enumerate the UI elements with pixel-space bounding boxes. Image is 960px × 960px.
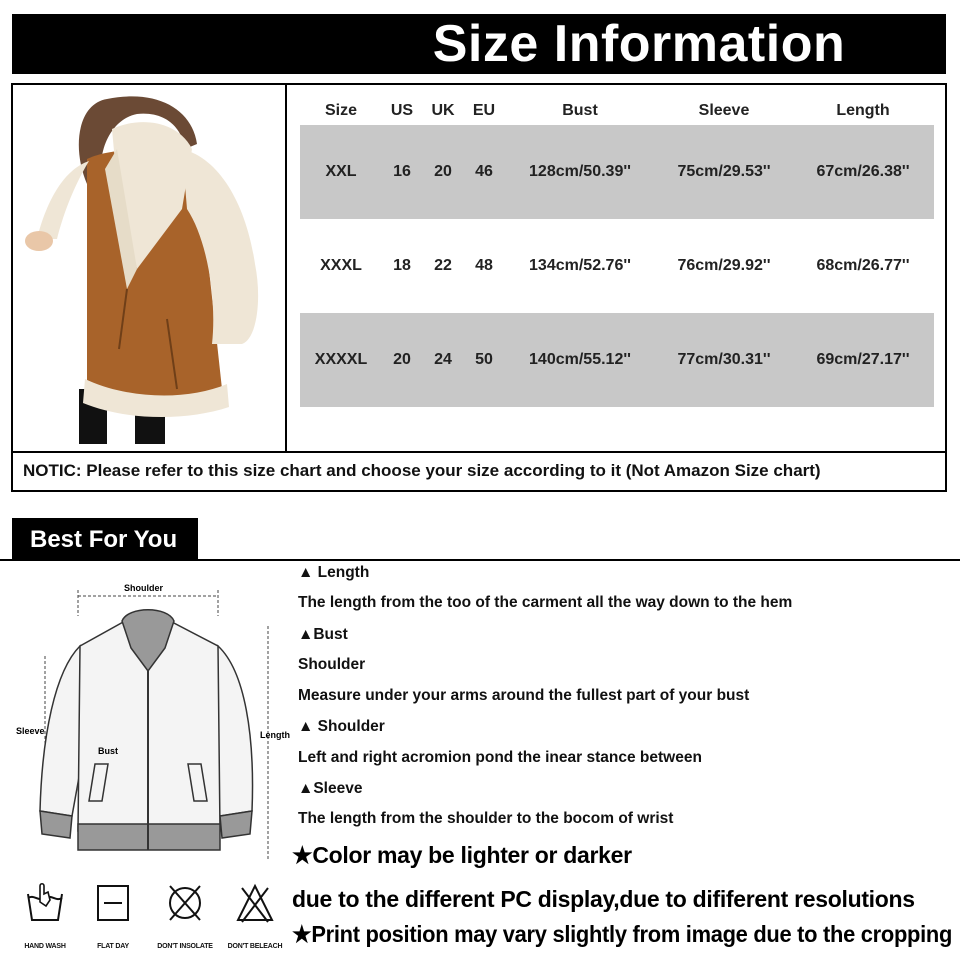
- hand-wash-label: HAND WASH: [24, 943, 66, 950]
- notice-text: NOTIC: Please refer to this size chart and choose your size according to it (Not Amazon Size chart): [23, 461, 821, 480]
- length-description: The length from the too of the carment all the way down to the hem: [298, 594, 793, 611]
- shoulder-text: Shoulder: [298, 656, 366, 673]
- hand-wash-item: [10, 880, 80, 950]
- page-title: Size Information: [432, 15, 846, 73]
- cell-length: 67cm/26.38'': [816, 163, 910, 180]
- color-note: ★Color may be lighter or darker: [292, 842, 632, 868]
- title-band: [12, 14, 946, 74]
- cell-size: XXXXL: [314, 351, 368, 368]
- table-header-row: [300, 97, 934, 125]
- dont-insolate-icon: [160, 880, 210, 926]
- section-divider: [0, 559, 960, 561]
- cell-uk: 22: [434, 257, 452, 274]
- header-length: Length: [836, 102, 890, 119]
- cell-eu: 46: [475, 163, 493, 180]
- header-bust: Bust: [562, 102, 598, 119]
- shoulder-heading: ▲ Shoulder: [298, 718, 385, 735]
- cell-bust: 128cm/50.39'': [529, 163, 631, 180]
- header-sleeve: Sleeve: [698, 102, 750, 119]
- diagram-bust-label: Bust: [98, 746, 118, 756]
- frame-divider-vertical: [285, 85, 287, 451]
- cell-sleeve: 76cm/29.92'': [677, 257, 771, 274]
- hand-wash-icon: [20, 880, 70, 926]
- dont-bleach-icon: [230, 880, 280, 926]
- dont-insolate-item: [150, 880, 220, 950]
- cell-size: XXXL: [320, 257, 362, 274]
- jacket-measurement-diagram: [10, 576, 290, 866]
- table-row: [300, 219, 934, 313]
- diagram-length-label: Length: [260, 730, 290, 740]
- header-uk: UK: [431, 102, 455, 119]
- length-heading: ▲ Length: [298, 564, 370, 581]
- flat-dry-item: [78, 880, 148, 950]
- care-icons: [10, 880, 290, 960]
- cell-length: 69cm/27.17'': [816, 351, 910, 368]
- cell-us: 18: [393, 257, 411, 274]
- header-size: Size: [324, 102, 357, 119]
- cell-size: XXL: [325, 163, 357, 180]
- best-for-you-title: Best For You: [30, 526, 178, 553]
- sleeve-description: The length from the shoulder to the bocom of wrist: [298, 810, 674, 827]
- dont-bleach-label: DON'T BELEACH: [227, 943, 283, 950]
- cell-bust: 140cm/55.12'': [529, 351, 631, 368]
- frame-divider-horizontal: [13, 451, 945, 453]
- diagram-shoulder-label: Shoulder: [124, 583, 164, 593]
- size-frame: [11, 83, 947, 492]
- best-for-you-tab: [12, 518, 198, 560]
- cell-length: 68cm/26.77'': [816, 257, 910, 274]
- cell-bust: 134cm/52.76'': [529, 257, 631, 274]
- table-row: [300, 313, 934, 407]
- cell-uk: 24: [434, 351, 452, 368]
- header-eu: EU: [472, 102, 496, 119]
- product-photo: [17, 89, 281, 447]
- flat-dry-icon: [88, 880, 138, 926]
- display-note: due to the different PC display,due to dififerent resolutions: [292, 886, 915, 912]
- diagram-sleeve-label: Sleeve: [16, 726, 45, 736]
- header-us: US: [390, 102, 414, 119]
- sleeve-heading: ▲Sleeve: [298, 780, 363, 797]
- cell-us: 20: [393, 351, 411, 368]
- bust-description: Measure under your arms around the fullest part of your bust: [298, 687, 750, 704]
- flat-dry-label: FLAT DAY: [97, 943, 129, 950]
- cell-eu: 48: [475, 257, 493, 274]
- cell-sleeve: 75cm/29.53'': [677, 163, 771, 180]
- shoulder-description: Left and right acromion pond the inear stance between: [298, 749, 702, 766]
- cell-eu: 50: [475, 351, 493, 368]
- cell-uk: 20: [434, 163, 452, 180]
- dont-insolate-label: DON'T INSOLATE: [157, 943, 213, 950]
- cell-us: 16: [393, 163, 411, 180]
- table-row: [300, 125, 934, 219]
- cell-sleeve: 77cm/30.31'': [677, 351, 771, 368]
- bust-heading: ▲Bust: [298, 626, 348, 643]
- dont-bleach-item: [220, 880, 290, 950]
- print-position-note: ★Print position may vary slightly from image due to the cropping: [292, 921, 953, 947]
- size-table: [300, 97, 934, 407]
